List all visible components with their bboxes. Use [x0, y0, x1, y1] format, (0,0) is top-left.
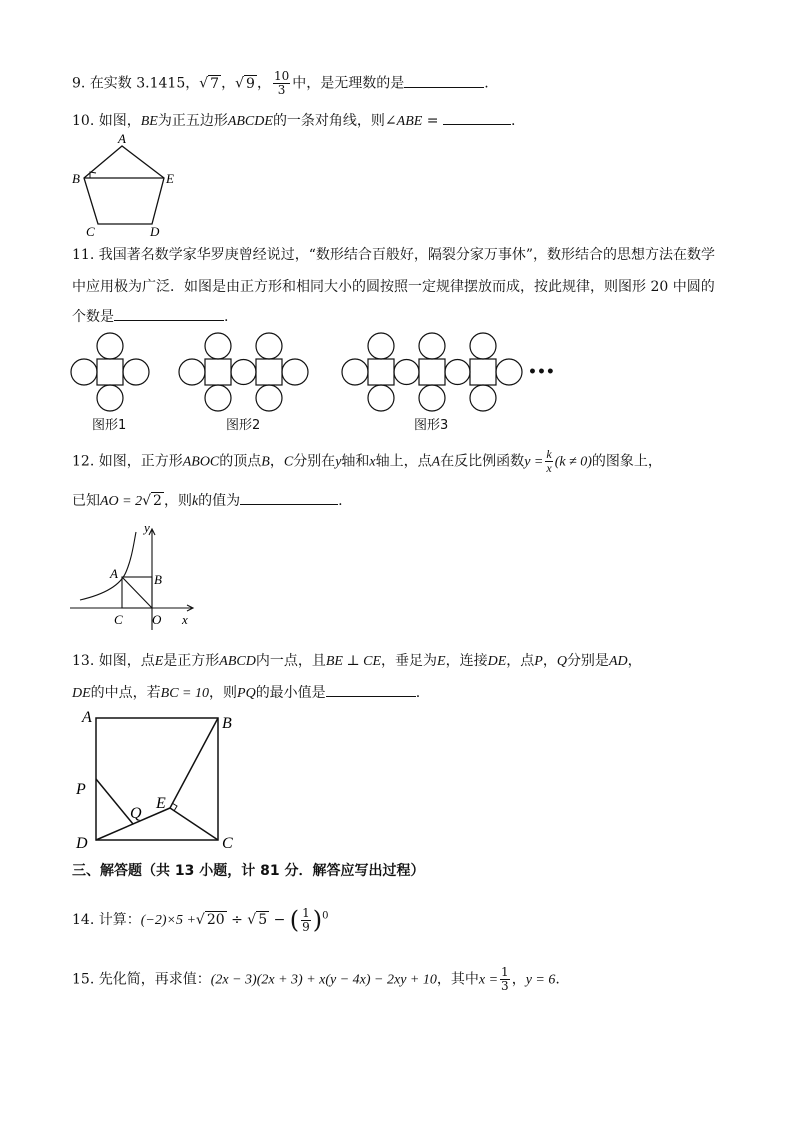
q15-line	[72, 966, 560, 993]
q12-aboc: ABOC	[182, 454, 220, 470]
q13-p: P	[534, 654, 543, 669]
q13-text6: ，点	[506, 653, 535, 669]
q12-c: C	[283, 454, 294, 470]
q11-line1	[72, 244, 715, 264]
q13-text11: 的最小值是	[255, 685, 326, 701]
q12-sqrt2: √ 2	[142, 493, 162, 509]
q11-text1: 我国著名数学家华罗庚曾经说过，“数形结合百般好，隔裂分家万事休”，数形结合的思想方法在数学	[98, 247, 716, 263]
q10-number: 10.	[72, 113, 95, 129]
q14-exponent: 0	[322, 910, 329, 922]
pattern-caption-3: 图形3	[414, 418, 449, 433]
q9-end: .	[484, 75, 489, 92]
q15-fraction: $\frac{1}{3}$	[501, 965, 509, 993]
q10-text: 如图，	[98, 113, 141, 129]
q12-line1	[72, 448, 662, 475]
q14-expr1: (−2)×5 +	[140, 913, 196, 928]
square-label-q: Q	[130, 805, 142, 822]
q13-be-perp-ce: BE ⊥ CE	[325, 654, 382, 669]
point-label-b: B	[154, 572, 162, 587]
q9-number: 9.	[72, 75, 86, 92]
q10-eq: =	[426, 113, 439, 129]
q12-number: 12.	[72, 453, 95, 470]
q12-text4: 分别在	[293, 453, 336, 470]
q13-number: 13.	[72, 653, 95, 669]
q15-x: x =	[478, 972, 499, 988]
q12-end: .	[338, 493, 343, 509]
q12-b: B	[261, 454, 270, 470]
q13-de: DE	[487, 654, 507, 669]
q12-func: y =	[524, 454, 544, 470]
square-label-p: P	[76, 781, 86, 798]
q11-text3: 个数是	[72, 309, 114, 325]
q9-line	[72, 70, 489, 97]
q13-line1	[72, 650, 642, 670]
q9-sqrt7: √ 7	[199, 75, 220, 92]
pattern-caption-1: 图形1	[92, 418, 127, 433]
q9-fraction: $\frac{10}{3}$	[273, 69, 290, 97]
q10-abcde: ABCDE	[227, 114, 273, 129]
pentagon-label-b: B	[72, 171, 80, 186]
q9-sep2: ，	[256, 75, 271, 92]
q13-text5: ，连接	[445, 653, 488, 669]
q12-text6: 轴上，点	[375, 453, 432, 470]
q10-text3: 的一条对角线，则∠	[272, 113, 397, 129]
q9-text: 在实数 3.1415，	[89, 75, 200, 92]
q13-sep2: ，	[627, 653, 642, 669]
q15-sep: ，	[511, 971, 526, 988]
point-label-a: A	[110, 566, 118, 581]
q10-line	[72, 110, 515, 130]
q11-answer-blank[interactable]	[114, 306, 224, 321]
q13-text1: 如图，点	[98, 653, 155, 669]
square-label-e: E	[156, 795, 166, 812]
q13-pq: PQ	[237, 686, 256, 701]
q11-line2	[72, 276, 715, 296]
axis-label-y: y	[144, 520, 150, 535]
q14-line: 14. 计算：(−2)×5 +√ 20 ÷ √ 5 − ( $\frac{1}{9}$ )$^0$	[72, 905, 329, 934]
q10-answer-blank[interactable]	[443, 110, 511, 125]
q12-text1: 如图，正方形	[98, 453, 183, 470]
pattern-continue-dots: •••	[528, 364, 555, 380]
pentagon-label-c: C	[86, 224, 95, 238]
square-label-a: A	[82, 709, 92, 726]
q15-expr: (2x − 3)(2x + 3) + x(y − 4x) − 2xy + 10	[210, 972, 437, 988]
square-label-b: B	[222, 715, 232, 732]
q15-y: y = 6	[525, 972, 556, 988]
q12-text10: ，则	[163, 493, 192, 509]
q10-text2: 为正五边形	[157, 113, 228, 129]
q13-text9: 的中点，若	[90, 685, 161, 701]
q13-q: Q	[556, 654, 567, 669]
q11-number: 11.	[72, 247, 95, 263]
q14-sqrt20: √ 20	[195, 912, 225, 928]
square-figure	[68, 704, 248, 852]
q14-number: 14.	[72, 912, 95, 928]
q14-fraction: $\frac{1}{9}$	[302, 905, 310, 934]
pattern-caption-2: 图形2	[226, 418, 261, 433]
q12-y: y	[335, 454, 342, 470]
q11-text2: 中应用极为广泛．如图是由正方形和相同大小的圆按照一定规律摆放而成，按此规律，则图形 20 中圆的	[72, 279, 715, 295]
q13-ad: AD	[608, 654, 628, 669]
q13-text3: 内一点，且	[255, 653, 326, 669]
pentagon-figure	[66, 132, 186, 238]
q13-text8: 分别是	[566, 653, 609, 669]
hyperbola-figure	[66, 520, 202, 632]
q14-sqrt5: √ 5	[247, 912, 268, 928]
point-label-c: C	[114, 612, 123, 627]
q9-answer-blank[interactable]	[404, 73, 484, 88]
q14-minus: −	[273, 912, 286, 928]
q13-line2	[72, 682, 420, 702]
q13-text10: ，则	[209, 685, 238, 701]
section-3-heading: 三、解答题（共 13 小题，计 81 分．解答应写出过程）	[72, 863, 425, 879]
pentagon-label-a: A	[118, 132, 126, 146]
q15-text2: ，其中	[436, 971, 479, 988]
q12-k: k	[191, 494, 199, 509]
square-label-c: C	[222, 835, 233, 852]
axis-label-x: x	[182, 612, 188, 627]
q13-answer-blank[interactable]	[326, 682, 416, 697]
square-label-d: D	[76, 835, 88, 852]
q12-x: x	[369, 454, 376, 470]
q12-text11: 的值为	[198, 493, 241, 509]
q13-end: .	[415, 685, 421, 701]
q13-sep: ，	[542, 653, 557, 669]
q10-be: BE	[140, 114, 158, 129]
q10-end: .	[510, 113, 516, 129]
q12-text9: 已知	[72, 493, 100, 509]
q13-bc: BC = 10	[160, 686, 210, 701]
q12-line2	[72, 490, 343, 510]
q9-text2: 中，是无理数的是	[292, 75, 405, 92]
point-label-o: O	[152, 612, 162, 627]
q13-e: E	[154, 654, 164, 669]
q11-end: .	[224, 309, 229, 325]
q9-sep: ，	[221, 75, 236, 92]
q12-sep: ，	[269, 453, 284, 470]
q15-end: .	[555, 971, 560, 988]
q12-a: A	[431, 454, 441, 470]
q14-div: ÷	[231, 912, 243, 928]
q12-text2: 的顶点	[219, 453, 262, 470]
pentagon-label-e: E	[166, 171, 174, 186]
q13-de2: DE	[72, 686, 91, 701]
q14-text: 计算：	[98, 912, 141, 928]
q12-ao: AO = 2	[100, 494, 143, 509]
q12-text8: 的图象上，	[591, 453, 662, 470]
circles-square-pattern	[66, 332, 556, 432]
q12-k-over-x: $\frac{k}{x}$	[546, 447, 552, 475]
q9-sqrt9: √ 9	[235, 75, 255, 92]
q13-text2: 是正方形	[163, 653, 220, 669]
q13-text4: ，垂足为	[381, 653, 438, 669]
q10-abe: ABE	[396, 114, 423, 129]
q13-e2: E	[437, 654, 446, 669]
q12-answer-blank[interactable]	[240, 490, 338, 505]
q15-number: 15.	[72, 971, 95, 988]
q12-text7: 在反比例函数	[440, 453, 525, 470]
q12-condition: (k ≠ 0)	[554, 454, 592, 470]
q12-text5: 轴和	[341, 453, 370, 470]
q15-text: 先化简，再求值：	[98, 971, 211, 988]
q13-abcd: ABCD	[219, 654, 256, 669]
pentagon-label-d: D	[150, 224, 160, 238]
q11-line3	[72, 306, 228, 326]
